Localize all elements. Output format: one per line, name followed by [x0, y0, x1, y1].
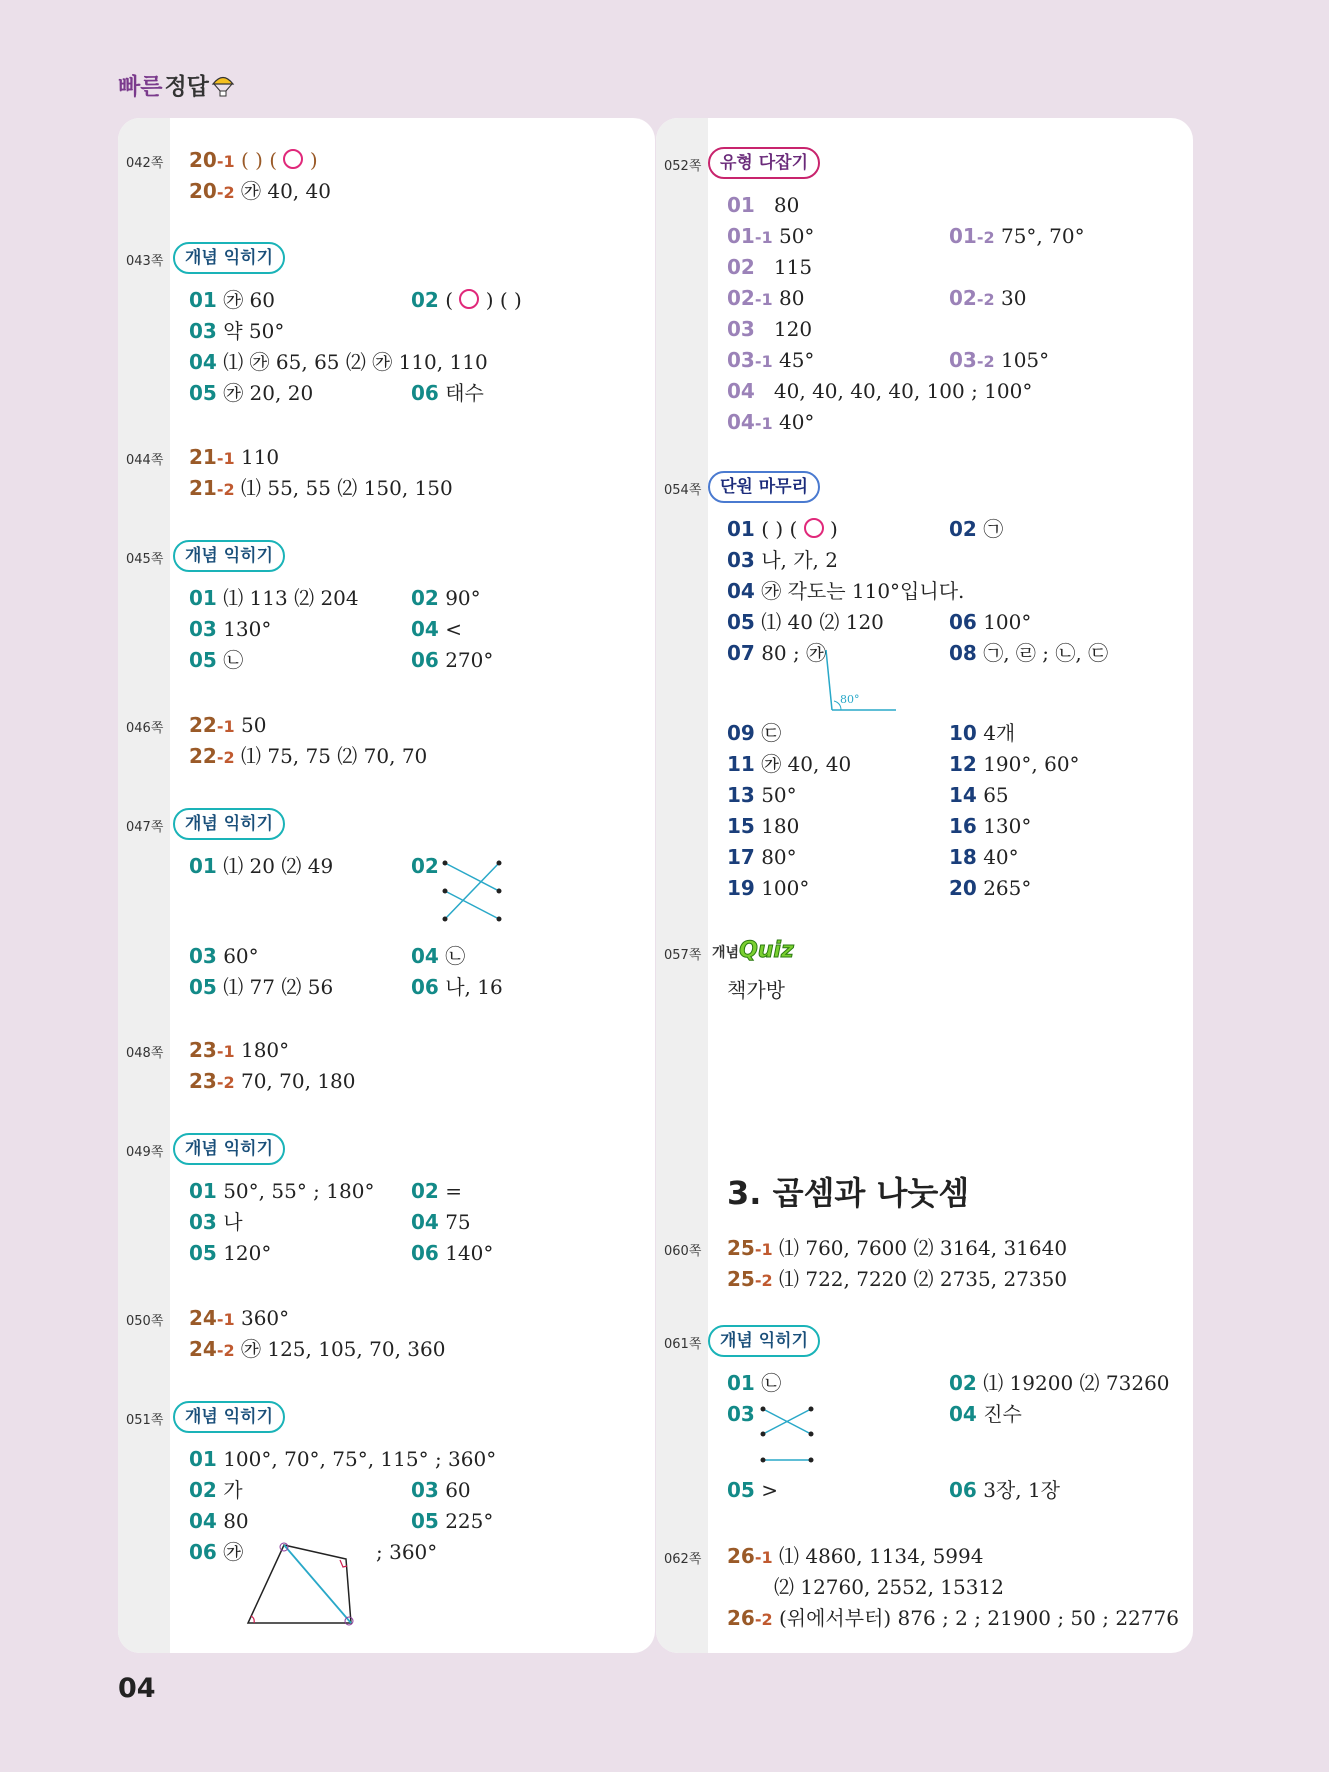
- answer-item: 06 나, 16: [411, 975, 503, 999]
- circle-mark-icon: [804, 518, 824, 538]
- page-ref: 052쪽: [664, 159, 702, 174]
- section-badge: 개념 익히기: [173, 242, 285, 274]
- answer-item: 02: [411, 854, 439, 878]
- page-ref: 054쪽: [664, 483, 702, 498]
- page-ref: 047쪽: [126, 820, 164, 835]
- answer-item: 09 ㉢: [727, 721, 782, 745]
- answer-22-2: 22-2 ⑴ 75, 75 ⑵ 70, 70: [189, 744, 428, 768]
- angle-figure: [826, 648, 898, 712]
- answer-item: 06 3장, 1장: [949, 1478, 1061, 1502]
- answer-item: 05 ⑴ 77 ⑵ 56: [189, 975, 334, 999]
- answer-item: 15 180: [727, 814, 800, 838]
- answer-21-1: 21-1 110: [189, 445, 280, 469]
- parachute-icon: [211, 73, 235, 97]
- section-badge: 개념 익히기: [173, 1401, 285, 1433]
- answer-item: 03 60°: [189, 944, 259, 968]
- answer-item: 17 80°: [727, 845, 797, 869]
- section-badge: 개념 익히기: [173, 540, 285, 572]
- answer-item: 06 ㉮: [189, 1540, 244, 1564]
- answer-item: 05 120°: [189, 1241, 272, 1265]
- answer-item: 03 120: [727, 317, 813, 341]
- answer-23-2: 23-2 70, 70, 180: [189, 1069, 356, 1093]
- left-answer-panel: [118, 118, 655, 1653]
- answer-item: 04 <: [411, 617, 462, 641]
- answer-item: 04 75: [411, 1210, 471, 1234]
- page-ref: 046쪽: [126, 721, 164, 736]
- answer-item: 06 140°: [411, 1241, 494, 1265]
- answer-item-suffix: ; 360°: [376, 1540, 438, 1564]
- answer-item: 01 ⑴ 113 ⑵ 204: [189, 586, 359, 610]
- answer-item: 03: [727, 1402, 755, 1426]
- answer-24-1: 24-1 360°: [189, 1306, 290, 1330]
- answer-item: 04 40, 40, 40, 40, 100 ; 100°: [727, 379, 1033, 403]
- page-ref: 060쪽: [664, 1244, 702, 1259]
- answer-item: 02 =: [411, 1179, 462, 1203]
- answer-item: 04 ㉡: [411, 944, 466, 968]
- answer-item: 01-1 50°: [727, 224, 815, 248]
- section-badge: 단원 마무리: [708, 471, 820, 503]
- chapter-title: 3. 곱셈과 나눗셈: [727, 1174, 970, 1212]
- answer-item: 06 태수: [411, 381, 484, 405]
- matching-lines-figure: [760, 1406, 814, 1464]
- answer-item: 02-1 80: [727, 286, 805, 310]
- answer-item: 03 60: [411, 1478, 471, 1502]
- page-ref: 048쪽: [126, 1046, 164, 1061]
- quiz-answer: 책가방: [727, 978, 785, 1002]
- answer-23-1: 23-1 180°: [189, 1038, 290, 1062]
- page-header: [118, 68, 235, 101]
- answer-item: 01 100°, 70°, 75°, 115° ; 360°: [189, 1447, 497, 1471]
- answer-item: 04 진수: [949, 1402, 1022, 1426]
- section-badge: 개념 익히기: [173, 1133, 285, 1165]
- svg-text:80°: 80°: [840, 693, 860, 706]
- answer-item: 01 80: [727, 193, 800, 217]
- answer-24-2: 24-2 ㉮ 125, 105, 70, 360: [189, 1337, 446, 1361]
- circle-mark-icon: [459, 289, 479, 309]
- answer-item: 01 ㉮ 60: [189, 288, 276, 312]
- header-title: 정답: [164, 74, 209, 100]
- answer-item: 05 >: [727, 1478, 778, 1502]
- answer-item: 02 가: [189, 1478, 243, 1502]
- answer-item: 01-2 75°, 70°: [949, 224, 1085, 248]
- answer-item: 05 ㉮ 20, 20: [189, 381, 314, 405]
- answer-item: 11 ㉮ 40, 40: [727, 752, 852, 776]
- answer-26-1: 26-1 ⑴ 4860, 1134, 5994: [727, 1544, 984, 1568]
- circle-mark-icon: [283, 149, 303, 169]
- answer-item: 10 4개: [949, 721, 1016, 745]
- concept-quiz-badge: 개념Quiz: [712, 938, 794, 963]
- answer-item: 02 90°: [411, 586, 481, 610]
- header-title-bold: 빠른: [118, 74, 163, 100]
- page-ref: 042쪽: [126, 156, 164, 171]
- matching-lines-figure: [442, 860, 502, 922]
- answer-item: 20 265°: [949, 876, 1032, 900]
- answer-item: 07 80 ; ㉮: [727, 641, 827, 665]
- answer-item: 12 190°, 60°: [949, 752, 1080, 776]
- answer-25-2: 25-2 ⑴ 722, 7220 ⑵ 2735, 27350: [727, 1267, 1068, 1291]
- page-ref: 045쪽: [126, 552, 164, 567]
- page-ref: 057쪽: [664, 948, 702, 963]
- answer-item: 06 270°: [411, 648, 494, 672]
- answer-item: 08 ㉠, ㉣ ; ㉡, ㉢: [949, 641, 1109, 665]
- answer-21-2: 21-2 ⑴ 55, 55 ⑵ 150, 150: [189, 476, 453, 500]
- answer-item: 02 ( ) ( ): [411, 288, 522, 312]
- page-ref-strip: [656, 118, 708, 1653]
- answer-item: 18 40°: [949, 845, 1019, 869]
- answer-item: 06 100°: [949, 610, 1032, 634]
- answer-26-2: 26-2 (위에서부터) 876 ; 2 ; 21900 ; 50 ; 22776: [727, 1606, 1179, 1630]
- answer-item: 03-1 45°: [727, 348, 815, 372]
- answer-20-2: 20-2 ㉮ 40, 40: [189, 179, 331, 203]
- answer-item: 04 ㉮ 각도는 110°입니다.: [727, 579, 965, 603]
- answer-item: 02 ㉠: [949, 517, 1004, 541]
- answer-item: 02-2 30: [949, 286, 1027, 310]
- page-ref: 043쪽: [126, 254, 164, 269]
- answer-item: 05 225°: [411, 1509, 494, 1533]
- answer-item: 19 100°: [727, 876, 810, 900]
- answer-item: 02 115: [727, 255, 813, 279]
- answer-item: 03 나: [189, 1210, 243, 1234]
- quadrilateral-figure: [246, 1543, 356, 1625]
- section-badge: 유형 다잡기: [708, 147, 820, 179]
- answer-item: 03 약 50°: [189, 319, 285, 343]
- answer-item: 01 50°, 55° ; 180°: [189, 1179, 375, 1203]
- answer-item: 03 130°: [189, 617, 272, 641]
- answer-22-1: 22-1 50: [189, 713, 267, 737]
- section-badge: 개념 익히기: [708, 1325, 820, 1357]
- right-answer-panel: [656, 118, 1193, 1653]
- section-badge: 개념 익히기: [173, 808, 285, 840]
- answer-item: 03 나, 가, 2: [727, 548, 838, 572]
- page-ref: 051쪽: [126, 1413, 164, 1428]
- page-ref: 044쪽: [126, 453, 164, 468]
- answer-item: 01 ⑴ 20 ⑵ 49: [189, 854, 334, 878]
- answer-item: 02 ⑴ 19200 ⑵ 73260: [949, 1371, 1170, 1395]
- answer-item: 04 ⑴ ㉮ 65, 65 ⑵ ㉮ 110, 110: [189, 350, 488, 374]
- page-ref: 050쪽: [126, 1314, 164, 1329]
- answer-item: 16 130°: [949, 814, 1032, 838]
- answer-item: 04-1 40°: [727, 410, 815, 434]
- answer-item: 01 ( ) ( ): [727, 517, 838, 541]
- answer-item: 05 ⑴ 40 ⑵ 120: [727, 610, 884, 634]
- answer-item: 05 ㉡: [189, 648, 244, 672]
- answer-26-1-part2: ⑵ 12760, 2552, 15312: [774, 1575, 1004, 1599]
- page-ref: 061쪽: [664, 1337, 702, 1352]
- answer-20-1: 20-1 ( ) ( ): [189, 148, 318, 172]
- page-ref: 062쪽: [664, 1552, 702, 1567]
- page-number: 04: [118, 1673, 156, 1704]
- answer-item: 03-2 105°: [949, 348, 1050, 372]
- page-ref: 049쪽: [126, 1145, 164, 1160]
- answer-item: 14 65: [949, 783, 1009, 807]
- answer-item: 01 ㉡: [727, 1371, 782, 1395]
- answer-item: 13 50°: [727, 783, 797, 807]
- answer-item: 04 80: [189, 1509, 249, 1533]
- answer-25-1: 25-1 ⑴ 760, 7600 ⑵ 3164, 31640: [727, 1236, 1068, 1260]
